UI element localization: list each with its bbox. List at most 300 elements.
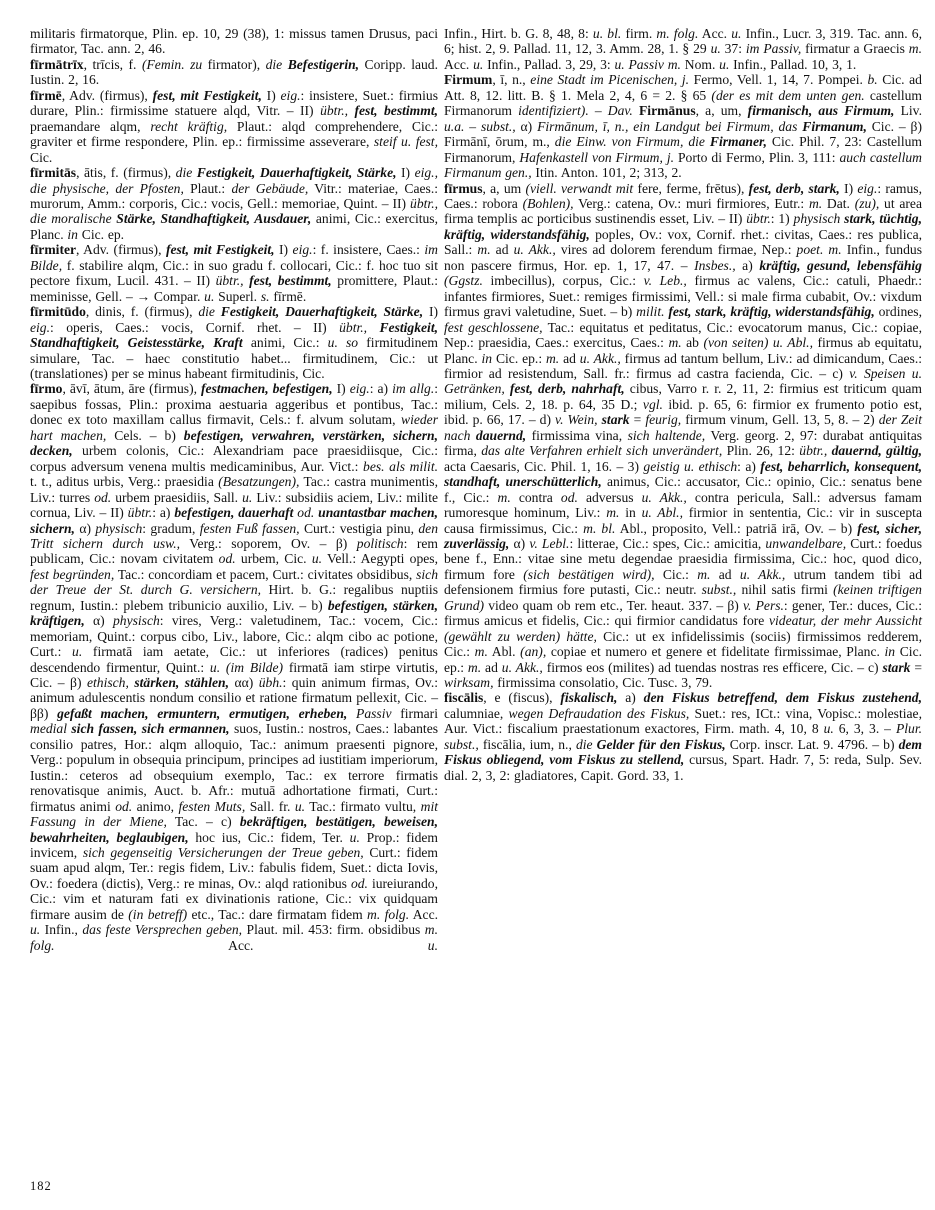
text-segment: den Fiskus betreffend, dem Fiskus zustehend, <box>643 690 922 706</box>
text-segment: a) <box>617 690 644 706</box>
text-segment: Cic. ad Att. 8, 12. litt. B. § 1. Mela 2, 4, 6 = 2. § 65 <box>444 72 922 103</box>
text-segment: : insistere, Suet.: firmius durare, Plin.: firmissime statuere alqd, Vitr. – II) <box>30 87 438 119</box>
text-segment: gefaßt machen, ermuntern, ermutigen, erheben, <box>57 705 357 721</box>
text-segment: unantastbar machen, sichern, <box>30 505 438 536</box>
text-segment: subst., <box>701 582 737 598</box>
text-segment: : a) <box>737 458 761 474</box>
text-segment: Liv. <box>894 103 922 119</box>
text-segment: u. (im Bilde) <box>209 659 284 675</box>
text-segment: animo, <box>132 798 179 814</box>
text-segment: wegen Defraudation des Fiskus, <box>508 705 690 721</box>
text-segment: unwandelbare, <box>765 535 847 551</box>
text-segment: α) <box>84 613 113 629</box>
text-segment: contra <box>510 489 561 505</box>
text-segment: v. Lebl. <box>529 535 570 551</box>
text-segment: medial <box>30 721 72 737</box>
text-segment: vires ad dolorem ferendum firmae, Nep.: <box>555 242 797 258</box>
text-segment: animi, Cic.: exercitus, Planc. <box>30 211 438 242</box>
text-segment: suos, Iustin.: nostros, Caes.: labantes consilio patres, Hor.: alqm alloquio, Tac.: animum praesenti pignore, Verg.: populum in obsequia principum, principes ad iustitiam imperiorum, Iustin.: ceteros ad obsequium exemplo, Tac.: ex terrore firmatis renovatisque animis, Auct. b. Afr.: mutuā adhortatione firmati, Curt.: firmatus animi <box>30 721 439 814</box>
text-segment: recht kräftig, <box>150 118 228 134</box>
text-segment: Plaut.: <box>183 180 232 196</box>
text-segment: Sall. fr. <box>245 798 295 814</box>
text-segment: Cic. <box>30 149 53 165</box>
text-segment: Firmānus <box>638 103 696 119</box>
text-segment: Firmānum, ī, n., ein Landgut bei Firmum, das <box>537 118 803 134</box>
text-segment: festmachen, befestigen, <box>201 381 333 397</box>
text-segment: I) <box>839 180 858 196</box>
text-segment: Hirt. b. G.: regalibus nuptiis regnum, Iustin.: plebem tribunicio auxilio, Liv. – b) <box>30 582 438 613</box>
dictionary-entry <box>30 165 438 242</box>
text-segment: geistig u. ethisch <box>643 458 738 474</box>
text-segment: ad <box>490 242 514 258</box>
text-segment: bes. als milit. <box>363 458 439 474</box>
text-segment: eig. <box>280 87 301 103</box>
text-segment: firmus ab equitatu, Planc. <box>444 335 922 366</box>
text-segment: (zu), <box>854 195 880 211</box>
text-segment: cibus, Varro r. r. 2, 11, 2: firmius est triticum quam milium, Cels. 2, 18. p. 64, 35 D.; <box>444 381 922 412</box>
text-segment: firmior in sententia, Cic.: vir in suscepta causa firmissimus, Cic.: <box>444 505 922 536</box>
text-segment: mit Fassung in der Miene, <box>30 798 438 830</box>
text-segment: : f. insistere, Caes.: <box>312 242 425 258</box>
text-segment: copiae et numero et genere et fidelitate firmissimae, Planc. <box>546 644 885 660</box>
text-segment: firmissima vina, <box>526 427 628 443</box>
text-segment: im Bilde, <box>30 242 438 273</box>
text-segment: , dinis, f. (firmus), <box>85 304 199 320</box>
text-segment: eig. <box>292 242 313 258</box>
text-segment: fest begründen, <box>30 566 115 582</box>
headword: fīrmitās <box>30 165 77 181</box>
text-segment: v. Pers. <box>743 597 784 613</box>
text-segment: od. <box>218 551 236 567</box>
text-segment: Infin., Hirt. b. G. 8, 48, 8: <box>444 26 593 41</box>
text-segment: m. <box>808 195 823 211</box>
text-segment: adversus <box>577 489 642 505</box>
text-segment: I) <box>423 304 438 320</box>
text-segment: : operis, Caes.: vocis, Cornif. rhet. – II) <box>50 319 340 335</box>
text-segment: übtr. <box>746 211 771 227</box>
text-segment: ut area firma templis ac porticibus sustinendis esset, Liv. – II) <box>444 195 922 227</box>
text-segment: animus, Cic.: accusator, Cic.: opinio, Cic.: senatus bene f., Cic.: <box>444 474 923 505</box>
text-segment: vgl. <box>642 396 663 412</box>
text-segment: stark <box>601 412 630 428</box>
text-segment: contra pericula, Sall.: adversus famam rumoresque hominum, Liv.: <box>444 489 922 521</box>
text-segment: Tac.: concordiam et pacem, Curt.: civitates obsidibus, <box>114 566 417 582</box>
text-segment: firmatā iam aetate, Cic.: ut inferiores (radices) penitus descendendo firmentur, Quint.: <box>30 644 438 675</box>
text-segment: firm. <box>621 26 657 41</box>
text-segment: castellum Firmanorum <box>444 87 922 119</box>
text-segment: m. folg. <box>656 26 699 41</box>
text-segment: = <box>910 659 922 675</box>
text-segment: : rem publicam, Cic.: novam civitatem <box>30 535 438 567</box>
text-segment: politisch <box>356 535 404 551</box>
text-segment: eig. <box>30 319 51 335</box>
text-segment: : gradum, <box>142 520 200 536</box>
text-segment: Nom. <box>680 56 720 72</box>
text-segment: Cic. Phil. 7, 23: Castellum Firmanorum, <box>444 134 922 165</box>
text-segment: Vell.: Aegypti opes, <box>322 551 438 567</box>
text-segment: Gelder für den Fiskus, <box>596 736 726 752</box>
text-segment: m. folg. <box>367 906 410 922</box>
text-segment: fest, beharrlich, konsequent, standhaft, unerschütterlich, <box>444 458 923 490</box>
text-segment: etc., Tac.: dare firmatam fidem <box>187 906 368 922</box>
text-segment: od. <box>560 489 578 505</box>
headword: fīrmitūdo <box>30 304 86 320</box>
text-segment: Cic.: <box>654 566 698 582</box>
text-segment: übtr., <box>320 103 355 119</box>
text-segment: u. <box>719 56 730 72</box>
text-segment: Befestigerin, <box>287 56 360 72</box>
dictionary-entry <box>444 181 922 691</box>
left-column <box>30 26 438 953</box>
text-segment: stark, tüchtig, kräftig, widerstandsfähig, <box>444 211 922 242</box>
text-segment: Curt.: vestigia pinu, <box>299 520 419 536</box>
text-segment: u. <box>242 489 253 505</box>
dictionary-entry <box>444 72 922 180</box>
text-segment: m. <box>497 489 511 505</box>
text-segment: Superl. <box>214 288 261 304</box>
text-segment: : quin animum firmas, Ov.: animum adulescentis nondum consilio et ratione firmatum pellexit, Cic. – ββ) <box>30 675 438 721</box>
text-segment: , ātis, f. (firmus), <box>76 165 176 181</box>
text-segment: Plaut. mil. 453: firm. obsidibus <box>242 922 425 938</box>
text-segment: übtr. <box>127 505 153 521</box>
text-segment: v. Speisen u. Getränken, <box>444 365 922 397</box>
text-segment: firmum vinum, Gell. 13, 5, 8. – 2) <box>681 412 879 428</box>
text-segment: Passiv <box>356 705 392 721</box>
text-segment: 6, 3, 3. – <box>833 721 896 737</box>
text-segment: ibid. p. 65, 6: firmior ex frumento potio est, ibid. p. 66, 17. – d) <box>444 396 922 428</box>
text-segment: Acc. <box>409 906 438 922</box>
text-segment: physisch <box>793 211 845 227</box>
text-segment: (sich bestätigen wird), <box>523 566 655 582</box>
text-segment: (Bohlen), <box>522 195 574 211</box>
text-segment: αα) <box>228 675 259 691</box>
text-segment: Dav. <box>607 103 633 119</box>
text-segment: – <box>588 103 608 119</box>
text-segment: u. <box>294 798 306 814</box>
text-segment: milit. <box>636 304 669 320</box>
text-segment: übtr., <box>799 443 832 459</box>
text-segment: = <box>629 412 646 428</box>
text-segment: α) <box>515 118 538 134</box>
text-segment: Itin. Anton. 101, 2; 313, 2. <box>531 165 682 181</box>
text-segment: firmitudinem simulare, Tac. – haec constitutio habet... firmitudinem, Cic.: ut (translationes) per se minus habeant firmitudinis, Cic. <box>30 335 438 381</box>
text-segment: , ī, n., <box>492 72 531 88</box>
text-segment: steif u. fest, <box>373 134 438 150</box>
text-segment: fīrmē. <box>269 288 307 304</box>
dictionary-entry <box>30 242 438 304</box>
text-segment: video quam ob rem etc., Ter. heaut. 337. – β) <box>484 597 743 613</box>
text-segment: u. <box>710 41 721 57</box>
text-segment: u. Abl., <box>641 505 683 521</box>
text-segment: Cic. ep. <box>77 226 125 242</box>
text-segment: Tac. – c) <box>166 814 240 830</box>
text-segment: calumniae, <box>444 705 509 721</box>
text-segment: f. stabilire alqm, Cic.: in suo gradu f. collocari, Cic.: f. hoc tuo sit pectore fixum, Lucil. 431. – II) <box>30 257 438 289</box>
text-segment: od. <box>297 505 319 521</box>
text-segment: fest geschlossene, <box>444 319 543 335</box>
text-segment: fest, bestimmt, <box>249 273 332 289</box>
text-segment: od. <box>115 798 133 814</box>
text-segment: : saepibus fossas, Plin.: proxima aestuaria aggeribus et pontibus, Tac.: donec ex toto maxillam callus firmavit, Cels.: f. alvum solutam, <box>30 381 439 428</box>
text-segment: Insbes., <box>694 257 736 273</box>
headword: Firmum <box>444 72 493 88</box>
text-segment: Plin. 26, 12: <box>722 443 800 459</box>
text-segment: bekräftigen, bestätigen, beweisen, bewahrheiten, beglaubigen, <box>30 814 438 845</box>
text-segment: Infin., Lucr. 3, 319. Tac. ann. 6, 6; hist. 2, 9. Pallad. 11, 12, 3. Amm. 28, 1. § 29 <box>444 26 922 57</box>
text-segment: : ramus, Caes.: robora <box>444 180 922 211</box>
text-segment: u. <box>473 56 484 72</box>
text-segment: Firmanum, <box>802 118 867 134</box>
text-segment: t. t., aditus urbis, Verg.: praesidia <box>30 474 219 490</box>
text-segment: in <box>481 350 493 366</box>
text-segment: ad <box>710 566 740 582</box>
text-segment: firmator), <box>207 56 266 72</box>
text-segment: α) <box>74 520 96 536</box>
dictionary-entry <box>30 57 438 88</box>
text-segment: Abl., proposito, Vell.: patriā irā, Ov. – b) <box>615 520 858 536</box>
text-segment: u. <box>72 644 83 660</box>
text-segment: Vitr.: materiae, Caes.: murorum, Amm.: corporis, Cic.: vocis, Gell.: memoriae, Quint. – II) <box>30 180 439 211</box>
text-segment: Verg.: soporem, Ov. – β) <box>180 535 357 551</box>
text-segment: fest, derb, stark, <box>748 180 840 196</box>
text-segment: (von seiten) u. Abl., <box>703 335 813 351</box>
text-segment: I) <box>332 381 350 397</box>
text-segment: Curt.: foedus bene f., Enn.: vitae sine metu degendae praesidia firmissima, Cic.: hoc, quod dico, firmum fore <box>444 535 923 582</box>
text-segment: u. <box>427 937 438 953</box>
text-segment: in <box>619 505 642 521</box>
text-segment: Plaut.: alqd comprehendere, Cic.: graviter et firme respondere, Plin. ep.: firmissime asseverare, <box>30 118 438 150</box>
headword: fiscālis <box>444 690 484 706</box>
text-segment: , āvī, ātum, āre (firmus), <box>62 381 202 397</box>
text-segment: ad <box>481 659 502 675</box>
text-segment: fere, ferme, frētus), <box>633 180 749 196</box>
text-segment: Cels. – b) <box>106 427 184 443</box>
text-segment: Corp. inscr. Lat. 9. 4796. – b) <box>725 736 899 752</box>
text-segment: (Besatzungen), <box>218 474 300 490</box>
text-segment: dem Fiskus obliegend, vom Fiskus zu stellend, <box>444 736 922 768</box>
text-segment: militaris firmatorque, Plin. ep. 10, 29 (38), 1: missus tamen Drusus, paci firmator, Tac. ann. 2, 46. <box>30 26 438 57</box>
text-segment: Stärke, Standhaftigkeit, Ausdauer, <box>116 211 312 227</box>
text-segment: ethisch, <box>86 675 135 691</box>
text-segment: fest, stark, kräftig, widerstandsfähig, <box>668 304 875 320</box>
text-segment: (viell. verwandt mit <box>525 180 634 196</box>
text-segment: auch castellum Firmanum gen., <box>444 149 922 181</box>
text-segment: acta Caesaris, Cic. Phil. 1, 16. – 3) <box>444 458 644 474</box>
text-segment: I) <box>261 87 281 103</box>
text-segment: Infin., fundus non pascere firmus, Hor. ep. 1, 17, 47. – <box>444 242 922 273</box>
text-segment: übh. <box>258 675 283 691</box>
text-segment: befestigen, dauerhaft <box>174 505 298 521</box>
text-segment: fest, mit Festigkeit, <box>165 242 275 258</box>
text-segment: m. <box>606 505 620 521</box>
text-segment: u. Akk., <box>739 566 786 582</box>
text-segment: sich gegenseitig Versicherungen der Treue geben, <box>82 845 364 861</box>
text-segment: feurig, <box>645 412 682 428</box>
text-segment: , Adv. (firmus), <box>61 87 153 103</box>
text-segment: m. <box>474 644 488 660</box>
text-segment: u. <box>731 26 742 41</box>
headword: fīrmiter <box>30 242 77 258</box>
text-segment: Fermo, Vell. 1, 14, 7. Pompei. <box>689 72 868 88</box>
text-segment: in <box>67 226 78 242</box>
text-segment: : a) <box>369 381 393 397</box>
text-segment: festen Fuß fassen, <box>199 520 300 536</box>
text-segment: m. <box>467 659 482 675</box>
text-segment: u. Akk., <box>641 489 687 505</box>
text-segment: firmos eos (milites) ad tuendas nostras res efficere, Cic. – c) <box>542 659 883 675</box>
text-segment: imbecillus), corpus, Cic.: <box>482 273 644 289</box>
text-segment: firmus ad tantum bellum, Liv.: ad dimicandum, Caes.: firmior ad resistendum, Sall. fr.: firmus ad castra facienda, Cic. – c) <box>444 350 922 381</box>
text-segment: Suet.: res, ICt.: vina, Vopisc.: molestiae, Aur. Vict.: fiscalium praestationum exactores, Firm. math. 4, 10, 8 <box>444 705 922 737</box>
text-segment: urbem praesidiis, Sall. <box>111 489 243 505</box>
text-segment: u. bl. <box>592 26 622 41</box>
right-column <box>444 26 922 783</box>
text-segment: Abl. <box>487 644 521 660</box>
text-segment: befestigen, verwahren, verstärken, sichern, decken, <box>30 427 438 459</box>
text-segment: : a) <box>152 505 175 521</box>
text-segment: urbem, Cic. <box>235 551 312 567</box>
text-segment: Cic.: ut ex infidelissimis (sociis) firmissimos redderem, Cic.: <box>444 628 922 660</box>
text-segment: sich fassen, sich ermannen, <box>71 721 230 737</box>
text-segment: Curt.: fidem suam apud alqm, Ter.: regis fidem, Liv.: fabulis fidem, Suet.: dicta Iovis, Ov.: foedera (dictis), Verg.: re minas, Ov.: alqd rationibus <box>30 845 438 891</box>
text-segment: a) <box>735 257 760 273</box>
text-segment: Acc. <box>444 56 474 72</box>
text-segment: der Gebäude, <box>231 180 309 196</box>
text-segment: den Tritt sichern durch usw., <box>30 520 439 551</box>
text-segment: Cic. ep.: <box>492 350 546 366</box>
text-segment: übtr., <box>215 273 250 289</box>
text-segment: befestigen, stärken, kräftigen, <box>30 597 439 629</box>
text-segment: Tac.: firmato vultu, <box>305 798 421 814</box>
dictionary-entry <box>30 88 438 165</box>
text-segment: , trīcis, f. <box>83 56 142 72</box>
text-segment: m. bl. <box>583 520 616 536</box>
text-segment: ad <box>559 350 580 366</box>
text-segment: firmissima consolatio, Cic. Tusc. 3, 79. <box>493 675 713 691</box>
text-segment: der Zeit nach <box>444 412 923 443</box>
text-segment: wirksam, <box>444 675 494 691</box>
text-segment: u. so <box>327 335 359 351</box>
headword: fīrmus <box>444 180 483 196</box>
text-segment: u. Akk., <box>513 242 556 258</box>
text-segment: stark <box>882 659 911 675</box>
headword: fīrmē <box>30 87 62 103</box>
text-segment: Tac.: castra munimentis, Liv.: turres <box>30 474 438 505</box>
text-segment: kräftig, gesund, lebensfähig <box>759 257 922 273</box>
text-segment: stärken, stählen, <box>134 675 229 691</box>
text-segment: poet. m. <box>796 242 842 258</box>
text-segment: Coripp. laud. Iustin. 2, 16. <box>30 56 439 88</box>
text-segment: : litterae, Cic.: spes, Cic.: amicitia, <box>569 535 766 551</box>
text-segment: physisch <box>112 613 160 629</box>
text-segment: Verg.: catena, Ov.: muri firmiores, Eutr.: <box>573 195 809 211</box>
text-segment: fest, mit Festigkeit, <box>152 87 262 103</box>
text-segment: I) <box>274 242 293 258</box>
headword: fīrmo <box>30 381 63 397</box>
text-segment: (in betreff) <box>128 906 188 922</box>
text-segment: im allg. <box>392 381 435 397</box>
text-segment: Acc. <box>698 26 732 41</box>
text-segment: m. folg. <box>30 922 438 953</box>
text-segment: das feste Versprechen geben, <box>82 922 243 938</box>
text-segment: firmari <box>391 705 438 721</box>
dictionary-entry <box>30 304 438 381</box>
text-segment: od. <box>350 875 368 891</box>
text-segment: physisch <box>95 520 143 536</box>
text-segment: u.a. <box>444 118 465 134</box>
text-segment: m. <box>908 41 923 57</box>
text-segment: Infin., <box>40 922 83 938</box>
text-segment: u. <box>311 551 323 567</box>
text-segment: Porto di Fermo, Plin. 3, 111: <box>674 149 840 165</box>
text-segment: subst., <box>480 118 516 134</box>
text-segment: (keinen triftigen Grund) <box>444 582 922 613</box>
text-segment: Hafenkastell von Firmum, j. <box>519 149 674 165</box>
text-segment: utrum tandem tibi ad defensionem firmius fore putasti, Cic.: neutr. <box>444 566 922 598</box>
text-segment: cursus, Spart. Hadr. 7, 5: reda, Sulp. Sev. dial. 2, 3, 2: gladiatores, Capit. Gord. 33, 1. <box>444 752 922 783</box>
text-segment: in <box>884 644 896 660</box>
dictionary-entry <box>30 381 438 953</box>
text-segment: iureiurando, Cic.: vim et naturam fati ex divinationis ratione, Cic.: vix quidquam firmare ausim de <box>30 875 439 922</box>
text-segment: urbem colonis, Cic.: Alexandriam pace praesidiisque, Cic.: corpus adversum venena multis medicaminibus, Aur. Vict.: <box>30 443 438 474</box>
text-segment: firmatur a Graecis <box>801 41 909 57</box>
text-segment: u. Akk., <box>579 350 621 366</box>
text-segment: sich der Treue der St. durch G. versichern, <box>30 566 438 598</box>
text-segment: : vires, Verg.: valetudinem, Tac.: vocem, Cic.: memoriam, Quint.: corpus cibo, Liv., labore, Cic.: alqm cibo ac potione, Curt.: <box>30 613 439 660</box>
text-segment: – <box>464 118 481 134</box>
text-segment: Festigkeit, Dauerhaftigkeit, Stärke, <box>220 304 424 320</box>
text-segment: hoc ius, Cic.: fidem, Ter. <box>188 829 350 845</box>
text-segment: das alte Verfahren erhielt sich unverändert, <box>481 443 723 459</box>
text-segment: firmatā iam stirpe virtutis, Cic. – β) <box>30 659 438 691</box>
text-segment: poples, Ov.: vox, Cornif. rhet.: civitas, Caes.: res publica, Sall.: <box>444 226 922 258</box>
text-segment: ordines, <box>874 304 922 320</box>
text-segment: firmanisch, aus Firmum, <box>747 103 895 119</box>
text-segment: eig. <box>349 381 370 397</box>
text-segment: die <box>265 56 288 72</box>
text-segment: die <box>198 304 221 320</box>
text-segment: Acc. <box>54 937 428 953</box>
text-segment: 37: <box>720 41 746 57</box>
text-segment: eig. <box>857 180 878 196</box>
text-segment: Prop.: fidem invicem, <box>30 829 438 861</box>
text-segment: dauernd, <box>475 427 527 443</box>
text-segment: u. <box>349 829 360 845</box>
text-segment: fiskalisch, <box>560 690 618 706</box>
text-segment: wieder hart machen, <box>30 412 438 443</box>
text-segment: dauernd, gültig, <box>831 443 923 459</box>
text-segment: Tac.: equitatus et peditatus, Cic.: evocatorum manus, Cic.: copiae, Nep.: praesidia, Caes.: exercitus, Caes.: <box>444 319 922 351</box>
text-segment: die <box>575 736 597 752</box>
text-segment: promittere, Plaut.: meminisse, Gell. – → Compar. <box>30 273 439 304</box>
dictionary-entry <box>30 26 438 57</box>
text-segment: m. <box>545 350 560 366</box>
text-segment: fiscālia, ium, n., <box>478 736 576 752</box>
text-segment: die Einw. von Firmum, die <box>554 134 710 150</box>
text-segment: m. <box>668 335 682 351</box>
text-segment: Infin., Pallad. 10, 3, 1. <box>729 56 857 72</box>
text-segment: nihil satis firmi <box>736 582 834 598</box>
text-segment: u. Passiv m. <box>614 56 681 72</box>
text-segment: : gener, Ter.: duces, Cic.: firmus amicus et fidelis, Cic.: qui firmior candidatus fore <box>444 597 922 629</box>
text-segment: u. <box>30 922 41 938</box>
text-segment: (Femin. zu <box>141 56 208 72</box>
text-segment: fest, derb, nahrhaft, <box>509 381 625 397</box>
text-segment: I) <box>396 165 415 181</box>
text-segment: die <box>175 165 197 181</box>
text-segment: Cic. – β) Firmānī, ōrum, m., <box>444 118 922 150</box>
text-segment: b. <box>867 72 878 88</box>
